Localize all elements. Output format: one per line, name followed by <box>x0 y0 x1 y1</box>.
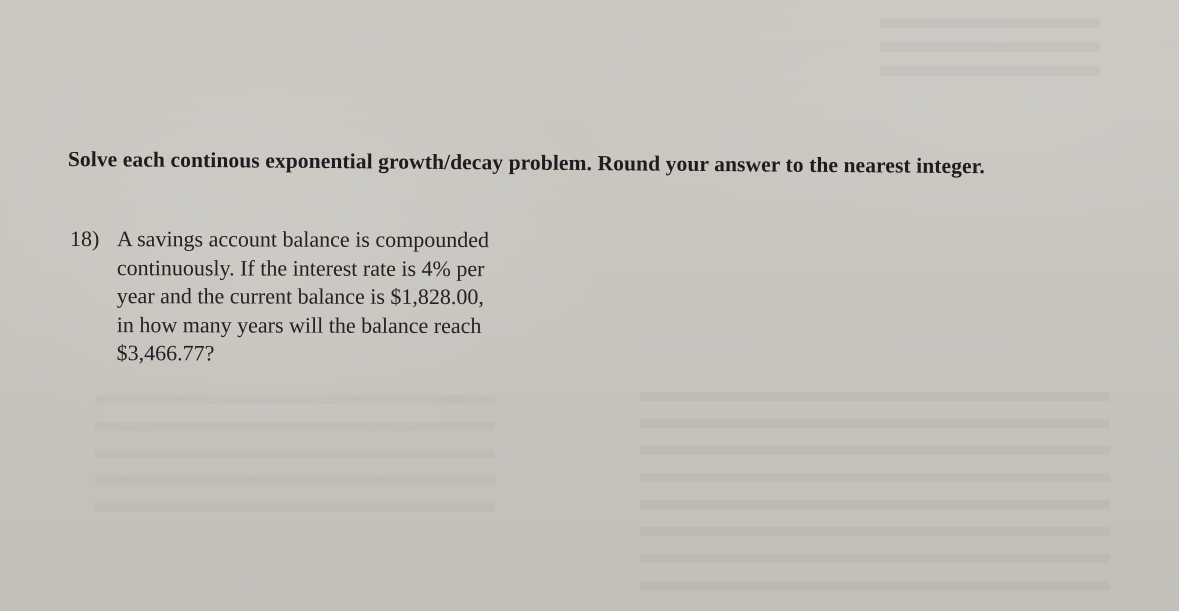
problem-number: 18) <box>69 226 100 252</box>
reverse-side-bleed-left <box>95 395 495 515</box>
instructions-text: Solve each continous exponential growth/decay problem. Round your answer to the nearest integer. <box>67 146 985 179</box>
problem-18 <box>70 225 489 369</box>
problem-line: A savings account balance is compounded <box>116 226 490 253</box>
reverse-side-bleed-top <box>880 18 1100 78</box>
reverse-side-bleed <box>640 392 1110 592</box>
problem-line: year and the current balance is $1,828.00, <box>116 283 484 310</box>
problem-line: $3,466.77? <box>116 340 215 366</box>
problem-line: continuously. If the interest rate is 4% per <box>116 254 485 281</box>
problem-line: in how many years will the balance reach <box>116 311 482 338</box>
